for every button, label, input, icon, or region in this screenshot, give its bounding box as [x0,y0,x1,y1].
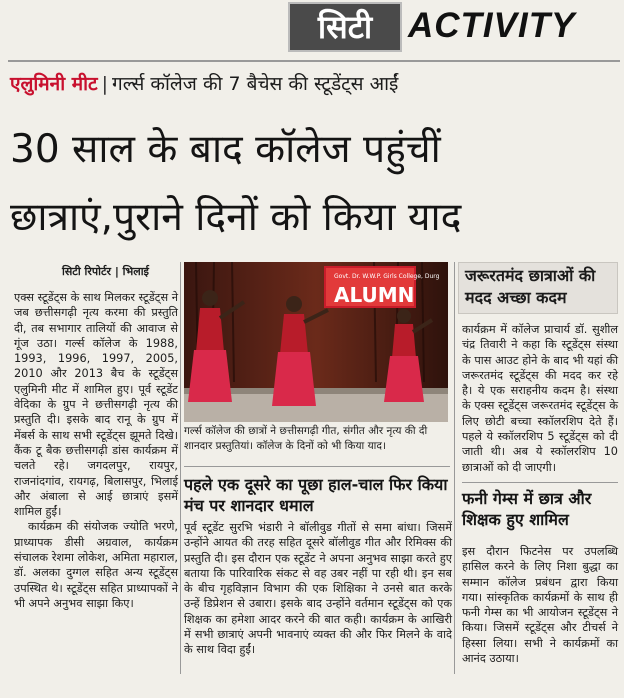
middle-story-body: पूर्व स्टूडेंट सुरभि भंडारी ने बॉलीवुड गीतों से समा बांधा। जिसमें उन्होंने आयत की तरह सहित दूसरे बॉलीवुड गीत और रिमिक्स की प्रस्तुति दी। इस दौरान एक स्टूडेंट ने अपना अनुभव साझा करते हुए बताया कि पारिवारिक संकट से वह उबर नहीं पा रही थी। इन सब के बीच गृहविज्ञान विभाग की एक शिक्षिका ने उनसे बात करके उन्हें डिप्रेशन से उबारा। इसके बाद उन्होंने वर्तमान स्टूडेंट्स को एक शिक्षक का हमेशा आदर करने की बात कही। कार्यक्रम के आखिरी में सभी छात्राएं अपनी भावनाएं व्यक्त की और फिर मिलने के वादे के साथ विदा हुईं। [184,521,452,657]
dance-photo [184,262,448,422]
headline-line-1: 30 साल के बाद कॉलेज पहुंचीं [10,127,441,172]
banner-text-alumni: ALUMN [334,283,415,307]
right-story-1-heading-box [458,262,618,314]
right-story-1-heading: जरूरतमंद छात्राओं की मदद अच्छा कदम [458,262,618,314]
masthead-activity: ACTIVITY [408,6,576,45]
byline: सिटी रिपोर्टर | भिलाई [62,265,149,278]
kicker-tag: एलुमिनी मीट [10,73,98,95]
main-story-paragraph-2: कार्यक्रम की संयोजक ज्योति भरणे, प्राध्यापक डीसी अग्रवाल, कार्यक्रम संचालक रेशमा लोकेश, अमिता महाराल, डॉ. अलका दुग्गल सहित अन्य स्टूडेंट्स उपस्थित थे। स्टूडेंट्स सहित प्राध्यापकों ने भी अपने अनुभव साझा किए। [14,520,178,610]
kicker-subtitle: गर्ल्स कॉलेज की 7 बैचेस की स्टूडेंट्स आईं [112,73,399,95]
kicker-separator: | [101,73,109,95]
banner-text-small: Govt. Dr. W.W.P. Girls College, Durg [334,273,440,280]
masthead-city-box: सिटी [288,2,402,52]
section-rule-mid [184,466,450,467]
section-rule-right [462,482,618,483]
kicker-line [10,68,620,100]
masthead [288,0,624,56]
photo-caption: गर्ल्स कॉलेज की छात्रों ने छत्तीसगढ़ी गीत, संगीत और नृत्य की दी शानदार प्रस्तुतियां। कॉलेज के दिनों को भी किया याद। [184,425,428,452]
masthead-rule [8,60,620,62]
main-story-paragraph-1: एक्स स्टूडेंट्स के साथ मिलकर स्टूडेंट्स ने जब छत्तीसगढ़ी नृत्य करमा की प्रस्तुति दी, तब सभागार तालियों की आवाज से गूंज उठा। गर्ल्स कॉलेज के 1988, 1993, 1996, 1997, 2005, 2010 और 2013 बैच के स्टूडेंट्स एलुमिनी मीट में शामिल हुए। पूर्व स्टूडेंट वेदिका के ग्रुप ने छत्तीसगढ़ी नृत्य की प्रस्तुति दी। इसके बाद रानू के ग्रुप में मेंबर्स के साथ सभी स्टूडेंट्स झूमते दिखे। कैंक टू बैक छत्तीसगढ़ी डांस कार्यक्रम में चलते रहे। जगदलपुर, रायपुर, राजनांदगांव, रायगढ़, बिलासपुर, भिलाई और अंबाला से आई छात्राएं इसमें शामिल हुईं। [14,291,178,519]
headline-line-2: छात्राएं,पुराने दिनों को किया याद [10,195,462,240]
middle-story-heading: पहले एक दूसरे का पूछा हाल-चाल फिर किया मंच पर शानदार धमाल [184,475,448,515]
right-story-2-heading: फनी गेम्स में छात्र और शिक्षक हुए शामिल [462,489,592,529]
right-story-2-body: इस दौरान फिटनेस पर उपलब्धि हासिल करने के लिए निशा बुद्धा का सम्मान कॉलेज प्रबंधन द्वारा किया गया। सांस्कृतिक कार्यक्रमों के साथ ही फनी गेम्स का भी आयोजन स्टूडेंट्स ने किया। जिसमें स्टूडेंट्स और टीचर्स ने हिस्सा लिया। सभी ने कार्यक्रमों का आनंद उठाया। [462,545,618,666]
main-story-column [14,290,178,611]
column-divider-1 [180,262,181,674]
column-divider-2 [454,262,455,674]
right-story-1-body: कार्यक्रम में कॉलेज प्राचार्य डॉ. सुशील चंद्र तिवारी ने कहा कि स्टूडेंट्स संस्था के पास आउट होने के बाद भी यहां की जरूरतमंद स्टूडेंट्स की मदद कर रहे है। ये एक सराहनीय कदम है। संस्था के एक्स स्टूडेंट्स जरूरतमंद स्टूडेंट्स के लिए छोटी बच्चा स्कॉलरशिप देते हैं। पहले ये स्कॉलरशिप 5 स्टूडेंट्स को दी जाती थी। अब ये स्कॉलरशिप 10 छात्राओं को दी जाएगी। [462,323,618,474]
